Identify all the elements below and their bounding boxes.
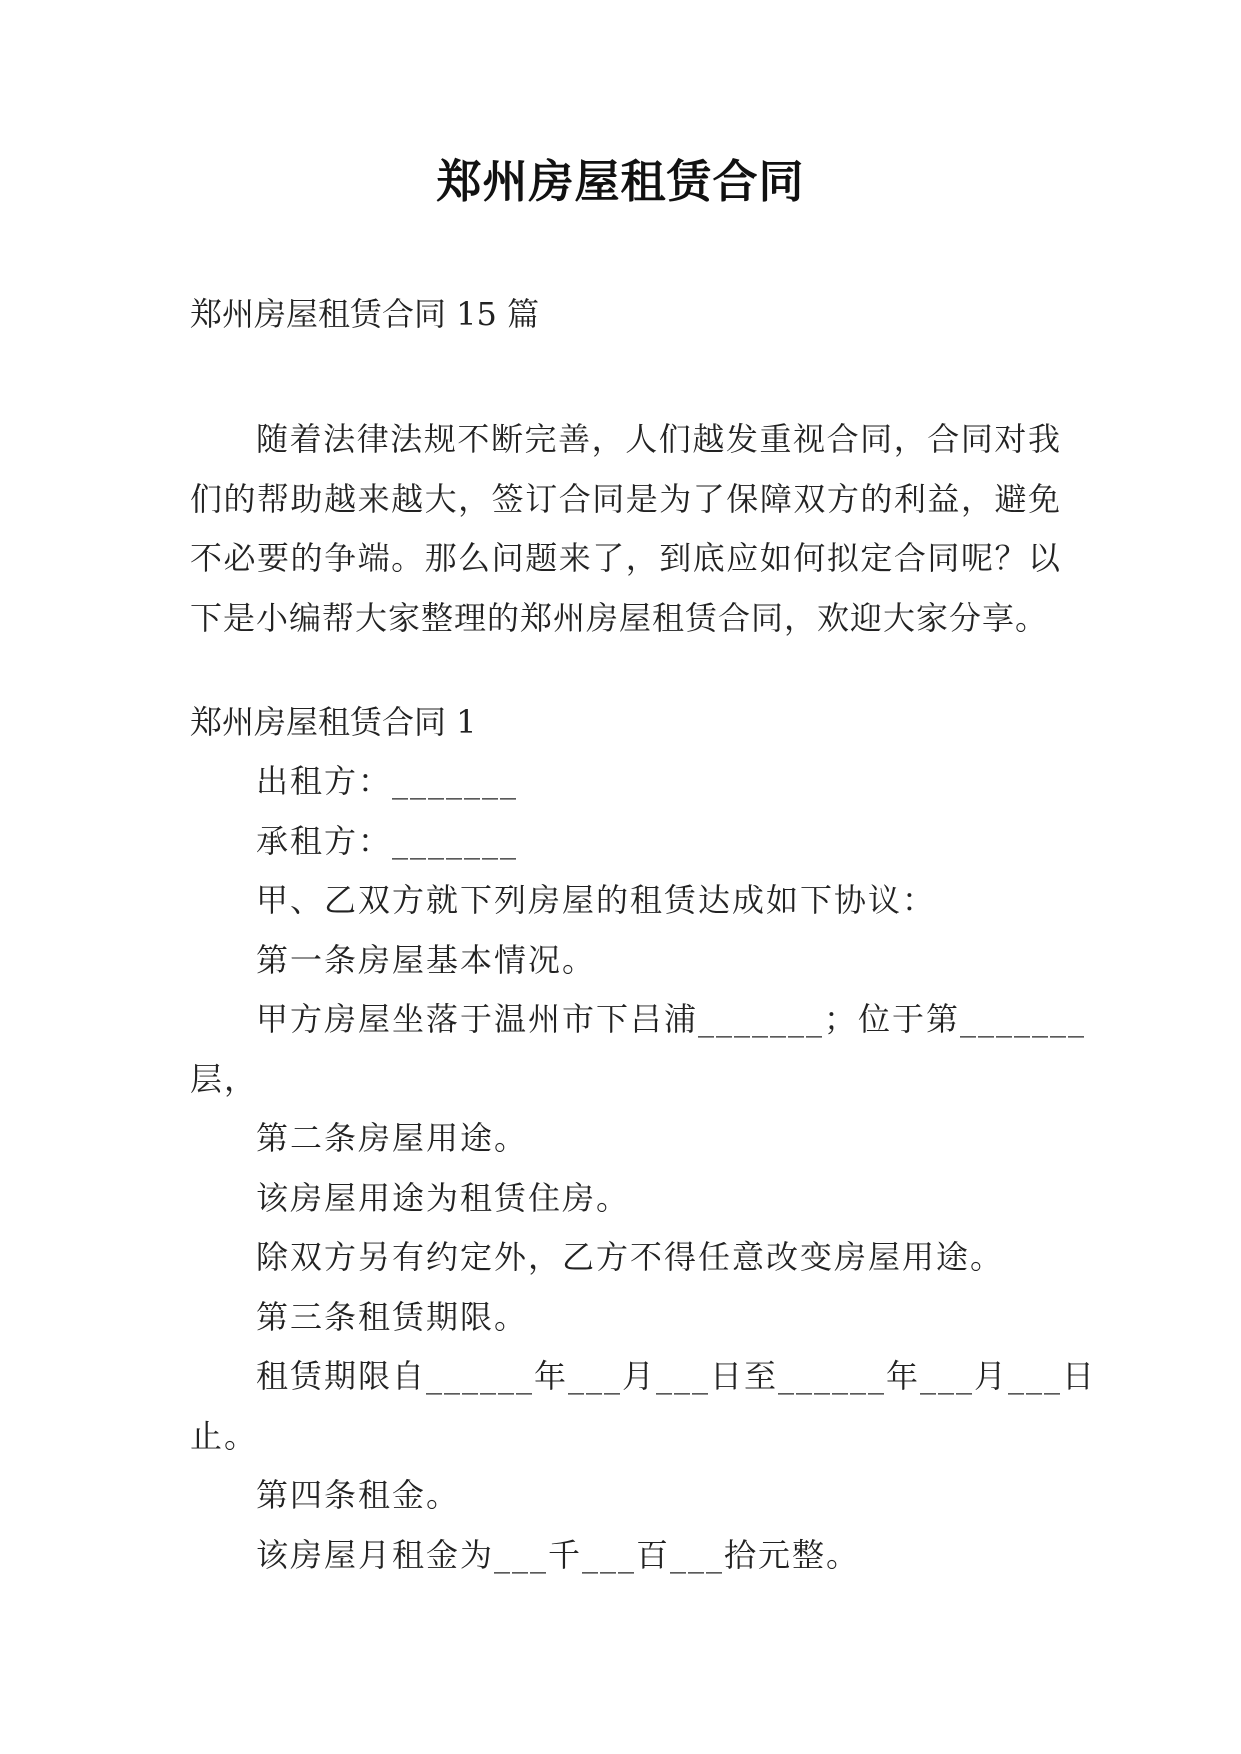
document-title: 郑州房屋租赁合同 xyxy=(436,155,805,208)
property-location-line: 甲方房屋坐落于温州市下吕浦_______；位于第_______ xyxy=(256,1000,1087,1038)
article-2-heading: 第二条房屋用途。 xyxy=(256,1119,529,1157)
lessee-line: 承租方：_______ xyxy=(256,821,519,860)
article-4-heading: 第四条租金。 xyxy=(256,1476,461,1514)
intro-line: 们的帮助越来越大，签订合同是为了保障双方的利益，避免 xyxy=(190,479,1060,518)
usage-line: 该房屋用途为租赁住房。 xyxy=(256,1178,631,1217)
agreement-line: 甲、乙双方就下列房屋的租赁达成如下协议： xyxy=(256,881,937,919)
article-1-heading: 第一条房屋基本情况。 xyxy=(256,940,597,979)
article-3-heading: 第三条租赁期限。 xyxy=(256,1297,529,1336)
document-subtitle: 郑州房屋租赁合同 15 篇 xyxy=(190,295,540,333)
lease-term-line: 租赁期限自______年___月___日至______年___月___日 xyxy=(256,1357,1097,1395)
usage-restriction-line: 除双方另有约定外，乙方不得任意改变房屋用途。 xyxy=(256,1238,1005,1276)
section-title: 郑州房屋租赁合同 1 xyxy=(190,703,477,741)
rent-amount-line: 该房屋月租金为___千___百___拾元整。 xyxy=(256,1535,861,1574)
intro-paragraph xyxy=(190,410,1060,648)
property-location-continuation: 层， xyxy=(190,1059,259,1098)
intro-line: 下是小编帮大家整理的郑州房屋租赁合同，欢迎大家分享。 xyxy=(190,598,1049,637)
intro-line: 随着法律法规不断完善，人们越发重视合同，合同对我 xyxy=(256,420,1060,458)
lessor-line: 出租方：_______ xyxy=(256,762,519,800)
contract-body xyxy=(190,752,1097,1585)
lease-term-continuation: 止。 xyxy=(190,1416,259,1455)
intro-line: 不必要的争端。那么问题来了，到底应如何拟定合同呢？以 xyxy=(190,539,1060,577)
